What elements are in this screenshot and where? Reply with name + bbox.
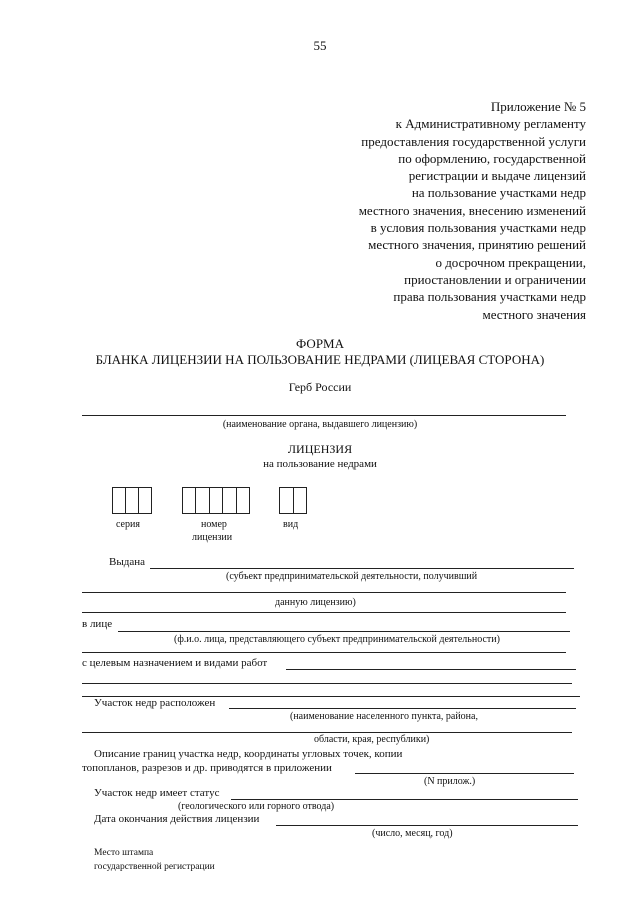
blank-line[interactable]	[82, 652, 566, 653]
appendix-line: к Административному регламенту	[395, 116, 586, 132]
appendix-line: местного значения, принятию решений	[368, 237, 586, 253]
license-number-boxes[interactable]	[182, 487, 250, 514]
location-line-2[interactable]	[82, 732, 572, 733]
form-subheading: БЛАНКА ЛИЦЕНЗИИ НА ПОЛЬЗОВАНИЕ НЕДРАМИ (ЛИЦЕВАЯ СТОРОНА)	[95, 352, 545, 367]
stamp-line: государственной регистрации	[94, 862, 215, 872]
expiry-label: Дата окончания действия лицензии	[94, 813, 260, 825]
type-label: вид	[283, 519, 299, 530]
person-line[interactable]	[118, 631, 570, 632]
appendix-line: местного значения	[482, 306, 586, 322]
appendix-line: права пользования участками недр	[393, 289, 586, 305]
series-label: серия	[116, 519, 140, 530]
issuer-line[interactable]	[82, 415, 566, 416]
form-heading: ФОРМА	[296, 336, 344, 351]
location-caption-2: области, края, республики)	[314, 734, 430, 745]
appendix-line: приостановлении и ограничении	[404, 271, 586, 287]
appendix-line: о досрочном прекращении,	[435, 254, 586, 270]
issued-caption: (субъект предпринимательской деятельности, получивший	[226, 571, 478, 582]
appendix-line: по оформлению, государственной	[398, 150, 586, 166]
issued-line-2[interactable]	[82, 592, 566, 593]
appendix-line: местного значения, внесению изменений	[358, 202, 586, 218]
location-line[interactable]	[229, 708, 576, 709]
status-caption: (геологического или горного отвода)	[178, 801, 335, 812]
person-label: в лице	[82, 618, 113, 630]
purpose-line[interactable]	[286, 669, 576, 670]
appendix-header	[266, 98, 586, 323]
appendix-line: Приложение № 5	[490, 99, 586, 114]
type-boxes[interactable]	[279, 487, 307, 514]
issuer-caption: (наименование органа, выдавшего лицензию)	[222, 419, 418, 430]
description-line-2: топопланов, разрезов и др. приводятся в приложении	[82, 762, 332, 774]
issued-label: Выдана	[109, 556, 145, 568]
location-label: Участок недр расположен	[94, 697, 216, 709]
appendix-line: в условия пользования участками недр	[370, 220, 586, 236]
stamp-line: Место штампа	[94, 848, 154, 858]
description-line-1: Описание границ участка недр, координаты угловых точек, копии	[94, 748, 403, 760]
purpose-label: с целевым назначением и видами работ	[82, 657, 268, 669]
status-label: Участок недр имеет статус	[94, 787, 220, 799]
appendix-line: регистрации и выдаче лицензий	[408, 168, 586, 184]
expiry-line[interactable]	[276, 825, 578, 826]
page-number: 55	[313, 38, 327, 53]
location-caption: (наименование населенного пункта, района,	[290, 711, 478, 722]
person-caption: (ф.и.о. лица, представляющего субъект предпринимательской деятельности)	[174, 634, 500, 645]
number-label: номер	[201, 519, 227, 530]
number-label-2: лицензии	[192, 532, 233, 543]
issued-line[interactable]	[150, 568, 574, 569]
appendix-number-line[interactable]	[355, 773, 574, 774]
blank-line[interactable]	[82, 683, 572, 684]
license-title: ЛИЦЕНЗИЯ	[287, 442, 353, 456]
appendix-number-caption: (N прилож.)	[424, 776, 476, 787]
stamp-placeholder	[94, 846, 215, 874]
appendix-line: предоставления государственной услуги	[361, 133, 586, 149]
issued-caption-2: данную лицензию)	[275, 597, 356, 608]
license-subtitle: на пользование недрами	[263, 458, 377, 470]
expiry-caption: (число, месяц, год)	[372, 828, 453, 839]
series-boxes[interactable]	[112, 487, 152, 514]
emblem-label: Герб России	[288, 380, 352, 394]
blank-line[interactable]	[82, 612, 566, 613]
status-line[interactable]	[231, 799, 578, 800]
appendix-line: на пользование участками недр	[411, 185, 586, 201]
